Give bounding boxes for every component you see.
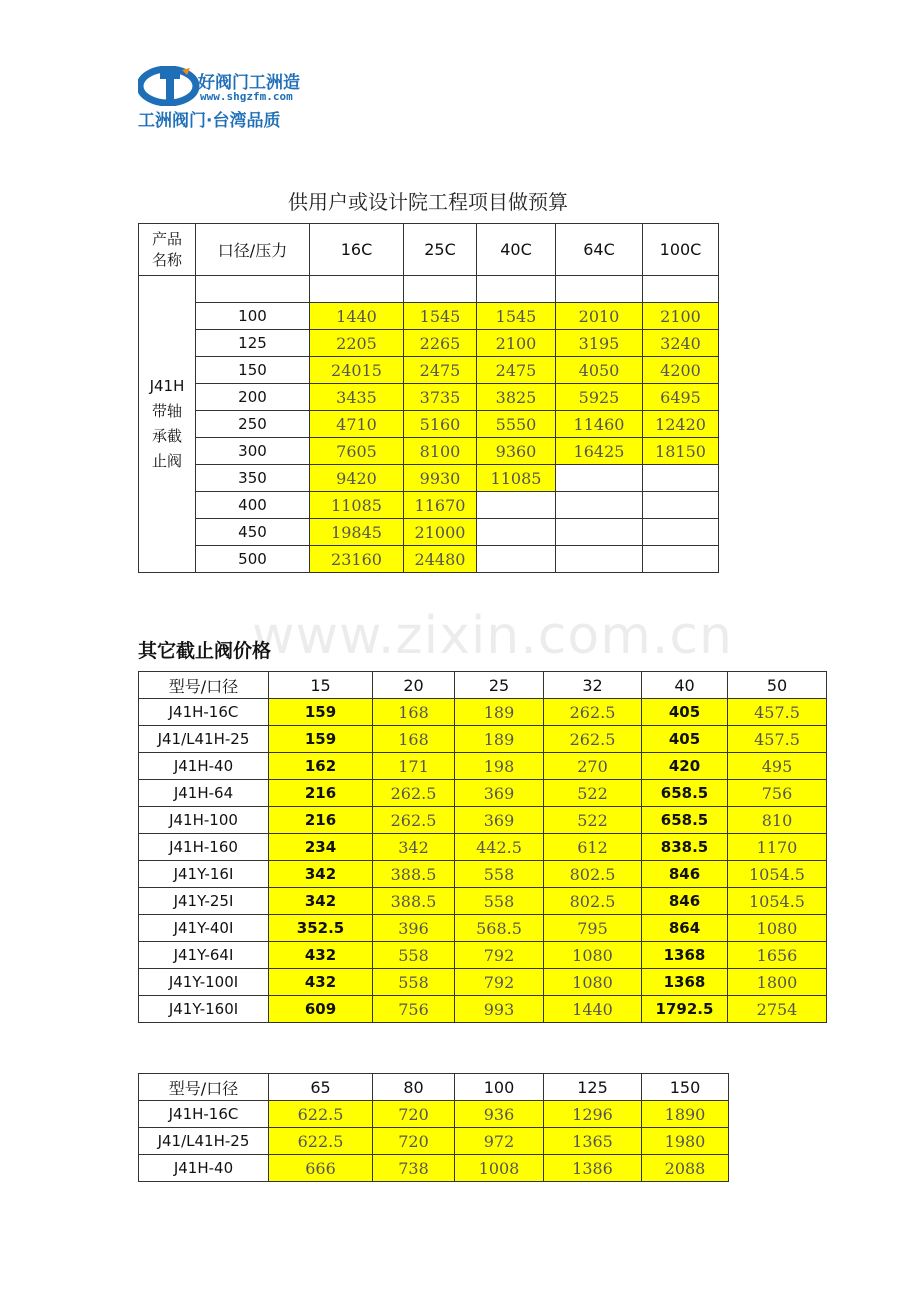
model-cell: J41H-16C (139, 699, 269, 726)
header-pressure: 64C (556, 224, 643, 276)
price-cell: 609 (269, 996, 373, 1023)
table-row (139, 969, 827, 996)
price-cell: 369 (455, 780, 544, 807)
price-cell: 756 (728, 780, 827, 807)
size-cell: 250 (196, 411, 310, 438)
price-cell: 558 (373, 969, 455, 996)
price-cell: 388.5 (373, 861, 455, 888)
price-cell: 738 (373, 1155, 455, 1182)
price-cell: 1296 (544, 1101, 642, 1128)
price-cell: 342 (373, 834, 455, 861)
price-cell: 405 (642, 699, 728, 726)
price-cell: 2205 (310, 330, 404, 357)
size-cell: 450 (196, 519, 310, 546)
header-pressure: 25C (404, 224, 477, 276)
price-cell: 1792.5 (642, 996, 728, 1023)
price-cell: 262.5 (544, 726, 642, 753)
price-cell: 342 (269, 861, 373, 888)
price-cell: 3735 (404, 384, 477, 411)
table-row (139, 303, 719, 330)
price-cell (643, 465, 719, 492)
header-model-size: 型号/口径 (139, 672, 269, 699)
table-row (139, 915, 827, 942)
price-cell: 558 (455, 861, 544, 888)
price-cell: 7605 (310, 438, 404, 465)
price-cell: 198 (455, 753, 544, 780)
price-cell: 420 (642, 753, 728, 780)
price-cell: 1656 (728, 942, 827, 969)
table-row (139, 384, 719, 411)
price-cell: 5160 (404, 411, 477, 438)
price-cell: 795 (544, 915, 642, 942)
price-cell: 1545 (404, 303, 477, 330)
table-row (139, 1128, 729, 1155)
price-cell (477, 492, 556, 519)
model-cell: J41H-100 (139, 807, 269, 834)
price-cell: 19845 (310, 519, 404, 546)
table-row (139, 861, 827, 888)
price-cell: 666 (269, 1155, 373, 1182)
header-pressure: 40C (477, 224, 556, 276)
price-cell: 2754 (728, 996, 827, 1023)
model-cell: J41Y-16I (139, 861, 269, 888)
price-cell: 442.5 (455, 834, 544, 861)
price-cell: 11670 (404, 492, 477, 519)
table-row (139, 411, 719, 438)
price-cell (477, 276, 556, 303)
price-cell: 2100 (477, 330, 556, 357)
price-cell: 270 (544, 753, 642, 780)
price-cell: 1440 (544, 996, 642, 1023)
price-cell: 1008 (455, 1155, 544, 1182)
price-cell: 1800 (728, 969, 827, 996)
header-size: 150 (642, 1074, 729, 1101)
table2-header-row (139, 672, 827, 699)
price-cell: 388.5 (373, 888, 455, 915)
price-cell: 24015 (310, 357, 404, 384)
header-size: 100 (455, 1074, 544, 1101)
price-cell (643, 519, 719, 546)
size-cell: 300 (196, 438, 310, 465)
price-cell: 1386 (544, 1155, 642, 1182)
price-cell: 1080 (728, 915, 827, 942)
price-cell (556, 492, 643, 519)
header-size: 20 (373, 672, 455, 699)
price-cell: 5925 (556, 384, 643, 411)
price-cell: 457.5 (728, 726, 827, 753)
table-row (139, 357, 719, 384)
price-cell: 993 (455, 996, 544, 1023)
price-cell: 792 (455, 969, 544, 996)
price-cell: 216 (269, 807, 373, 834)
price-cell: 720 (373, 1101, 455, 1128)
price-cell: 3240 (643, 330, 719, 357)
price-cell: 568.5 (455, 915, 544, 942)
company-logo (138, 66, 328, 130)
header-size: 15 (269, 672, 373, 699)
table-row (139, 492, 719, 519)
price-cell: 846 (642, 888, 728, 915)
price-cell: 342 (269, 888, 373, 915)
price-cell: 936 (455, 1101, 544, 1128)
table-row (139, 465, 719, 492)
price-cell (556, 546, 643, 573)
header-size: 80 (373, 1074, 455, 1101)
product-name-cell: J41H带轴承截止阀 (139, 276, 196, 573)
model-cell: J41H-16C (139, 1101, 269, 1128)
price-cell: 3195 (556, 330, 643, 357)
table-row (139, 834, 827, 861)
price-cell: 396 (373, 915, 455, 942)
price-cell: 369 (455, 807, 544, 834)
table3-header-row (139, 1074, 729, 1101)
price-cell: 171 (373, 753, 455, 780)
price-cell: 262.5 (373, 780, 455, 807)
table-row (139, 1155, 729, 1182)
price-cell: 1890 (642, 1101, 729, 1128)
price-cell: 972 (455, 1128, 544, 1155)
price-cell: 2010 (556, 303, 643, 330)
price-cell: 5550 (477, 411, 556, 438)
price-table-other-small (138, 671, 827, 1023)
table-row (139, 780, 827, 807)
price-cell: 1980 (642, 1128, 729, 1155)
table-row (139, 726, 827, 753)
size-cell: 200 (196, 384, 310, 411)
price-cell: 4200 (643, 357, 719, 384)
model-cell: J41Y-25I (139, 888, 269, 915)
price-cell (556, 465, 643, 492)
logo-tagline: 工洲阀门·台湾品质 (138, 111, 281, 131)
table-row (139, 438, 719, 465)
header-size: 40 (642, 672, 728, 699)
price-cell: 262.5 (544, 699, 642, 726)
price-cell: 234 (269, 834, 373, 861)
price-table-j41h (138, 223, 719, 573)
price-cell: 432 (269, 969, 373, 996)
header-product-name: 产品名称 (139, 224, 196, 276)
price-cell: 189 (455, 726, 544, 753)
table-row (139, 888, 827, 915)
price-cell: 558 (455, 888, 544, 915)
price-cell: 1440 (310, 303, 404, 330)
table-row (139, 276, 719, 303)
price-cell (556, 519, 643, 546)
price-cell: 6495 (643, 384, 719, 411)
table-row (139, 996, 827, 1023)
price-cell: 159 (269, 726, 373, 753)
gz-logo-icon (138, 66, 200, 106)
price-cell: 622.5 (269, 1128, 373, 1155)
price-cell: 3825 (477, 384, 556, 411)
logo-url: www.shgzfm.com (200, 90, 293, 103)
price-cell: 658.5 (642, 807, 728, 834)
price-cell: 16425 (556, 438, 643, 465)
price-cell: 658.5 (642, 780, 728, 807)
price-cell: 495 (728, 753, 827, 780)
price-cell: 838.5 (642, 834, 728, 861)
price-cell: 792 (455, 942, 544, 969)
size-cell: 500 (196, 546, 310, 573)
size-cell (196, 276, 310, 303)
price-cell: 1054.5 (728, 888, 827, 915)
table-row (139, 753, 827, 780)
price-cell: 622.5 (269, 1101, 373, 1128)
watermark: www.zixin.com.cn (252, 606, 733, 666)
price-cell: 1054.5 (728, 861, 827, 888)
header-pressure: 100C (643, 224, 719, 276)
model-cell: J41H-160 (139, 834, 269, 861)
price-cell: 1368 (642, 969, 728, 996)
price-cell: 2475 (477, 357, 556, 384)
table-row (139, 942, 827, 969)
header-pressure: 16C (310, 224, 404, 276)
price-cell: 168 (373, 699, 455, 726)
price-cell: 1080 (544, 969, 642, 996)
price-cell: 432 (269, 942, 373, 969)
price-cell: 1545 (477, 303, 556, 330)
model-cell: J41/L41H-25 (139, 1128, 269, 1155)
price-cell: 802.5 (544, 888, 642, 915)
price-cell: 216 (269, 780, 373, 807)
size-cell: 400 (196, 492, 310, 519)
price-cell (643, 492, 719, 519)
table-row (139, 1101, 729, 1128)
price-cell (477, 546, 556, 573)
model-cell: J41/L41H-25 (139, 726, 269, 753)
model-cell: J41H-40 (139, 1155, 269, 1182)
price-cell: 1170 (728, 834, 827, 861)
model-cell: J41H-64 (139, 780, 269, 807)
price-cell: 162 (269, 753, 373, 780)
price-cell: 720 (373, 1128, 455, 1155)
price-cell: 9420 (310, 465, 404, 492)
header-size: 50 (728, 672, 827, 699)
header-size: 32 (544, 672, 642, 699)
price-cell: 522 (544, 807, 642, 834)
price-cell: 11460 (556, 411, 643, 438)
table-row (139, 330, 719, 357)
price-cell: 8100 (404, 438, 477, 465)
price-cell: 189 (455, 699, 544, 726)
header-size: 25 (455, 672, 544, 699)
price-cell: 11085 (477, 465, 556, 492)
price-cell: 352.5 (269, 915, 373, 942)
price-cell: 168 (373, 726, 455, 753)
header-model-size: 型号/口径 (139, 1074, 269, 1101)
price-cell: 558 (373, 942, 455, 969)
table1-header-row (139, 224, 719, 276)
price-cell: 810 (728, 807, 827, 834)
model-cell: J41Y-40I (139, 915, 269, 942)
table2-title: 其它截止阀价格 (138, 640, 272, 662)
price-cell: 2088 (642, 1155, 729, 1182)
price-cell: 159 (269, 699, 373, 726)
price-cell: 262.5 (373, 807, 455, 834)
price-cell (310, 276, 404, 303)
price-table-other-large (138, 1073, 729, 1182)
price-cell: 11085 (310, 492, 404, 519)
model-cell: J41Y-64I (139, 942, 269, 969)
price-cell: 18150 (643, 438, 719, 465)
price-cell (643, 276, 719, 303)
price-cell: 1080 (544, 942, 642, 969)
price-cell: 9360 (477, 438, 556, 465)
model-cell: J41H-40 (139, 753, 269, 780)
table-row (139, 519, 719, 546)
price-cell: 23160 (310, 546, 404, 573)
price-cell: 12420 (643, 411, 719, 438)
price-cell: 3435 (310, 384, 404, 411)
price-cell: 1368 (642, 942, 728, 969)
header-size: 65 (269, 1074, 373, 1101)
size-cell: 350 (196, 465, 310, 492)
logo-slogan: 好阀门工洲造 (198, 73, 300, 93)
price-cell (643, 546, 719, 573)
price-cell: 9930 (404, 465, 477, 492)
price-cell (404, 276, 477, 303)
size-cell: 150 (196, 357, 310, 384)
price-cell: 4710 (310, 411, 404, 438)
price-cell: 522 (544, 780, 642, 807)
price-cell: 21000 (404, 519, 477, 546)
price-cell: 864 (642, 915, 728, 942)
table-row (139, 699, 827, 726)
price-cell: 1365 (544, 1128, 642, 1155)
header-size: 125 (544, 1074, 642, 1101)
model-cell: J41Y-160I (139, 996, 269, 1023)
size-cell: 125 (196, 330, 310, 357)
price-cell: 756 (373, 996, 455, 1023)
price-cell: 24480 (404, 546, 477, 573)
price-cell: 846 (642, 861, 728, 888)
model-cell: J41Y-100I (139, 969, 269, 996)
price-cell: 2475 (404, 357, 477, 384)
price-cell: 802.5 (544, 861, 642, 888)
table-row (139, 546, 719, 573)
price-cell: 405 (642, 726, 728, 753)
price-cell: 612 (544, 834, 642, 861)
price-cell (556, 276, 643, 303)
table1-title: 供用户或设计院工程项目做预算 (288, 190, 568, 214)
price-cell: 2265 (404, 330, 477, 357)
price-cell (477, 519, 556, 546)
header-size-pressure: 口径/压力 (196, 224, 310, 276)
table-row (139, 807, 827, 834)
price-cell: 2100 (643, 303, 719, 330)
price-cell: 4050 (556, 357, 643, 384)
size-cell: 100 (196, 303, 310, 330)
price-cell: 457.5 (728, 699, 827, 726)
